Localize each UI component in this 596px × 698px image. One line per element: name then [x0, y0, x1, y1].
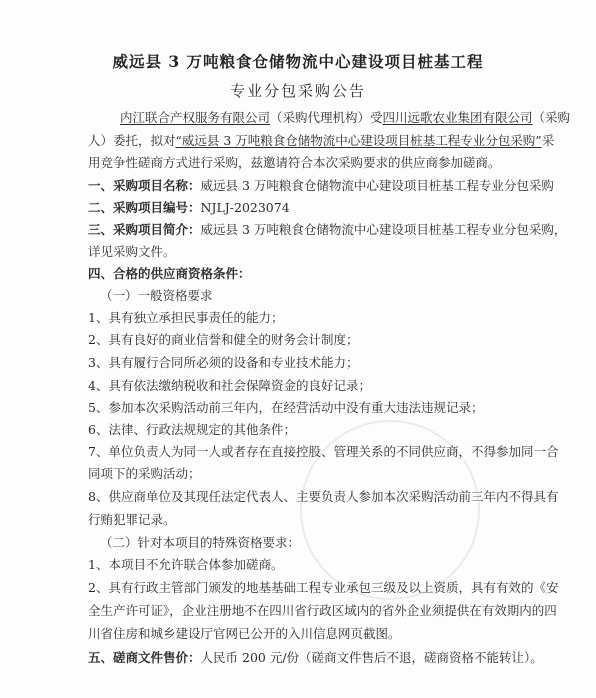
- document-title: 威远县 3 万吨粮食仓储物流中心建设项目桩基工程: [112, 52, 484, 71]
- general-item: 2、具有良好的商业信誉和健全的财务会计制度；: [88, 332, 359, 347]
- section-3: [88, 222, 566, 238]
- special-item-1: 1、本项目不允许联合体参加磋商。: [88, 557, 284, 572]
- intro-text: 人）委托，拟对: [88, 133, 176, 148]
- section-label: 三、采购项目简介：: [88, 222, 201, 237]
- general-item-8: 8、供应商单位及其现任法定代表人、主要负责人参加本次采购活动前三年内不得具有: [88, 489, 559, 504]
- section-label: 五、磋商文件售价：: [88, 650, 201, 665]
- general-item: 5、参加本次采购活动前三年内，在经营活动中没有重大违法违规记录；: [88, 400, 484, 415]
- intro-line-1: [120, 110, 570, 126]
- project-quoted: “威远县 3 万吨粮食仓储物流中心建设项目桩基工程专业分包采购”: [175, 133, 542, 148]
- special-item-2-cont: 川省住房和城乡建设厅官网已公开的入川信息网页截图。: [88, 626, 401, 641]
- agent-name: 内江联合产权服务有限公司: [120, 110, 271, 125]
- section-label: 二、采购项目编号：: [88, 200, 201, 215]
- client-name: 四川远歌农业集团有限公司: [382, 110, 533, 125]
- section-value: 威远县 3 万吨粮食仓储物流中心建设项目桩基工程专业分包采购: [200, 178, 554, 193]
- special-item-2: 2、具有行政主管部门颁发的地基基础工程专业承包三级及以上资质，具有有效的《安: [88, 580, 559, 595]
- section-1: [88, 178, 554, 194]
- document-subtitle: 专业分包采购公告: [229, 82, 366, 100]
- section-5: [88, 650, 543, 666]
- client-role: （采购: [532, 110, 571, 125]
- special-item-2-cont: 全生产许可证》，企业注册地不在四川省行政区域内的省外企业须提供在有效期内的四: [88, 603, 557, 618]
- section-value: 人民币 200 元/份（磋商文件售后不退，磋商资格不能转让）。: [200, 650, 543, 665]
- general-item-7-cont: 同项下的采购活动；: [88, 466, 201, 481]
- general-heading: （一）一般资格要求: [100, 288, 213, 303]
- section-2: [88, 200, 290, 216]
- general-item: 1、具有独立承担民事责任的能力；: [88, 310, 284, 325]
- section-value: NJLJ-2023074: [200, 200, 290, 215]
- section-value: 威远县 3 万吨粮食仓储物流中心建设项目桩基工程专业分包采购，: [200, 222, 567, 237]
- section-4: 四、合格的供应商资格条件：: [88, 266, 251, 281]
- intro-line-2: [88, 133, 554, 149]
- section-label: 一、采购项目名称：: [88, 178, 201, 193]
- agent-role: （采购代理机构）受: [270, 110, 383, 125]
- intro-text: 采: [541, 133, 555, 148]
- general-item-8-cont: 行贿犯罪记录。: [88, 512, 176, 527]
- section-3-cont: 详见采购文件。: [88, 244, 176, 259]
- general-item: 6、法律、行政法规规定的其他条件；: [88, 422, 296, 437]
- intro-line-3: 用竞争性磋商方式进行采购，兹邀请符合本次采购要求的供应商参加磋商。: [88, 155, 501, 170]
- special-heading: （二）针对本项目的特殊资格要求：: [100, 535, 301, 550]
- general-item: 4、具有依法缴纳税收和社会保障资金的良好记录；: [88, 378, 371, 393]
- general-item: 3、具有履行合同所必须的设备和专业技术能力；: [88, 355, 359, 370]
- general-item-7: 7、单位负责人为同一人或者存在直接控股、管理关系的不同供应商，不得参加同一合: [88, 444, 559, 459]
